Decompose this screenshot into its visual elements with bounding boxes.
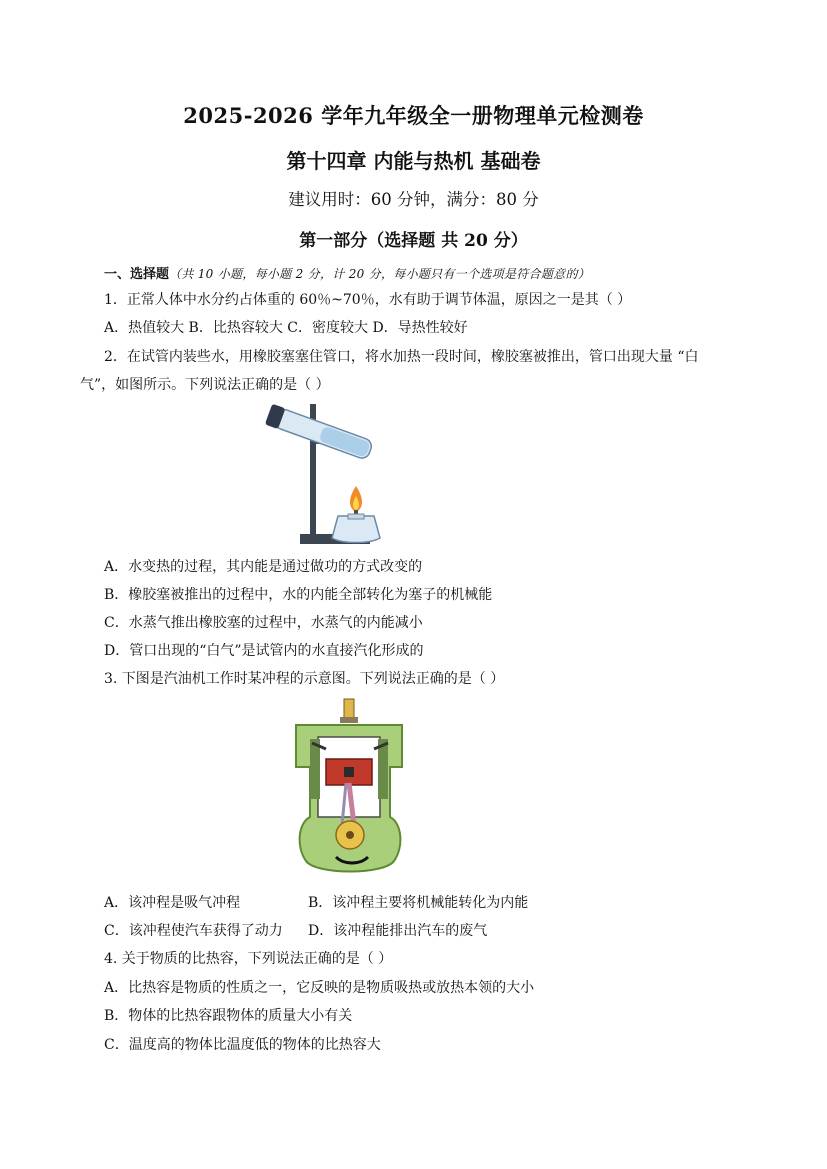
section-note: （共 10 小题，每小题 2 分，计 20 分，每小题只有一个选项是符合题意的）	[169, 267, 591, 281]
test-tube	[265, 404, 374, 462]
time-score-info: 建议用时：60 分钟，满分：80 分	[288, 190, 539, 209]
document-title: 2025-2026 学年九年级全一册物理单元检测卷	[183, 103, 644, 128]
question-2-stem-line1: 2．在试管内装些水，用橡胶塞塞住管口，将水加热一段时间，橡胶塞被推出，管口出现大量 “白	[104, 349, 699, 365]
question-3-option-a: A．该冲程是吸气冲程	[104, 895, 241, 911]
question-2-stem-line2: 气”，如图所示。下列说法正确的是（ ）	[80, 377, 330, 393]
question-3-option-c: C．该冲程使汽车获得了动力	[104, 923, 283, 939]
question-3-stem: 3. 下图是汽油机工作时某冲程的示意图。下列说法正确的是（ ）	[104, 671, 505, 687]
intake-valve	[310, 739, 320, 799]
question-1-stem: 1．正常人体中水分约占体重的 60％~70％，水有助于调节体温，原因之一是其（ ）	[104, 292, 632, 308]
question-4-stem: 4. 关于物质的比热容，下列说法正确的是（ ）	[104, 951, 393, 967]
test-tube-heating-figure	[260, 400, 420, 550]
spark-plug-icon	[344, 699, 354, 719]
question-1-options: A．热值较大 B．比热容较大 C．密度较大 D．导热性较好	[104, 320, 468, 336]
question-2-option-c: C．水蒸气推出橡胶塞的过程中，水蒸气的内能减小	[104, 615, 423, 631]
question-2-option-a: A．水变热的过程，其内能是通过做功的方式改变的	[104, 559, 423, 575]
question-4-option-a: A．比热容是物质的性质之一，它反映的是物质吸热或放热本领的大小	[104, 980, 535, 996]
question-2-option-d: D．管口出现的“白气”是试管内的水直接汽化形成的	[104, 643, 424, 659]
alcohol-lamp	[332, 516, 380, 543]
question-3-option-b: B．该冲程主要将机械能转化为内能	[308, 895, 529, 911]
section-label: 一、选择题	[104, 267, 170, 282]
question-4-option-c: C．温度高的物体比温度低的物体的比热容大	[104, 1037, 381, 1053]
section-heading	[104, 263, 590, 282]
chapter-title: 第十四章 内能与热机 基础卷	[286, 149, 541, 173]
engine-stroke-figure	[290, 697, 410, 877]
question-2-option-b: B．橡胶塞被推出的过程中，水的内能全部转化为塞子的机械能	[104, 587, 493, 603]
question-3-option-d: D．该冲程能排出汽车的废气	[308, 923, 488, 939]
question-4-option-b: B．物体的比热容跟物体的质量大小有关	[104, 1008, 353, 1024]
part-heading: 第一部分（选择题 共 20 分）	[299, 231, 528, 251]
